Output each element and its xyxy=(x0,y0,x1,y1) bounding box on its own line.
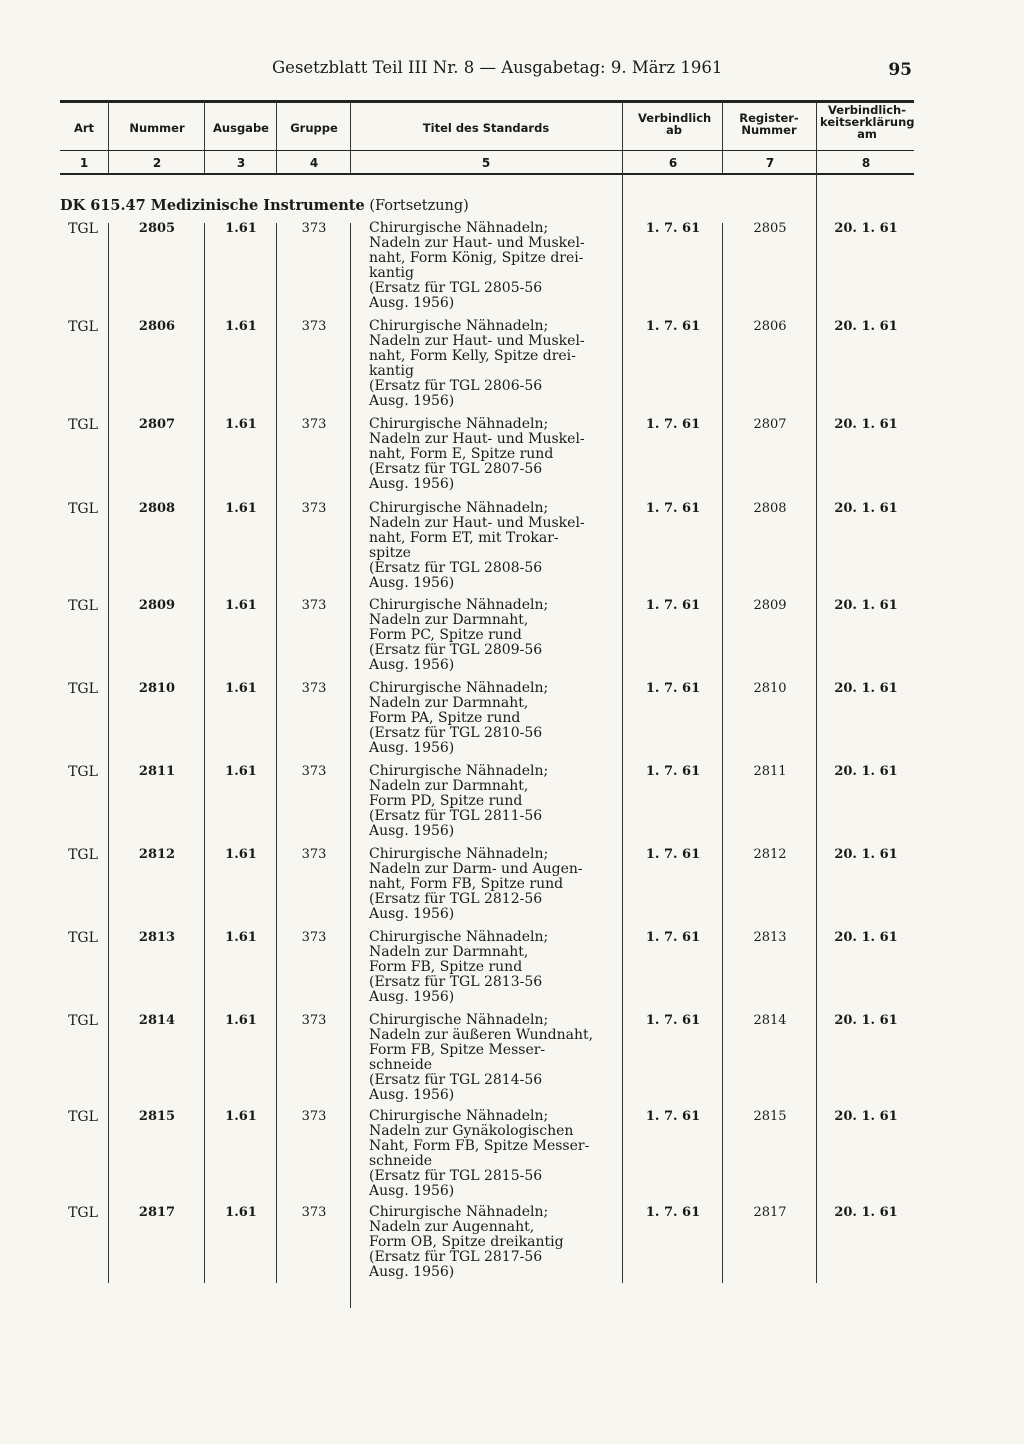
row-register-nummer: 2807 xyxy=(753,417,787,432)
row-verbindlich-ab: 1. 7. 61 xyxy=(645,319,701,334)
column-divider xyxy=(276,223,277,1283)
row-gruppe: 373 xyxy=(301,417,327,432)
row-ausgabe: 1.61 xyxy=(225,847,257,862)
row-art: TGL xyxy=(68,598,98,614)
row-register-nummer: 2815 xyxy=(753,1109,787,1124)
row-verbindlich-ab: 1. 7. 61 xyxy=(645,417,701,432)
row-verbindlichkeitserklaerung: 20. 1. 61 xyxy=(834,319,898,334)
column-header-nummer: Nummer xyxy=(129,121,185,135)
row-title: Chirurgische Nähnadeln; Nadeln zur Darmnaht, Form PD, Spitze rund (Ersatz für TGL 2811-56 Ausg. 1956) xyxy=(369,763,549,840)
row-gruppe: 373 xyxy=(301,1109,327,1124)
page-title: Gesetzblatt Teil III Nr. 8 — Ausgabetag: 9. März 1961 xyxy=(272,58,723,77)
row-verbindlich-ab: 1. 7. 61 xyxy=(645,221,701,236)
row-title: Chirurgische Nähnadeln; Nadeln zur Haut- und Muskel- naht, Form ET, mit Trokar- spitze (Ersatz für TGL 2808-56 Ausg. 1956) xyxy=(369,500,585,592)
row-register-nummer: 2805 xyxy=(753,221,787,236)
row-gruppe: 373 xyxy=(301,681,327,696)
column-header-ausgabe: Ausgabe xyxy=(213,121,269,135)
row-register-nummer: 2812 xyxy=(753,847,787,862)
row-gruppe: 373 xyxy=(301,764,327,779)
column-number-8: 8 xyxy=(861,156,871,170)
row-ausgabe: 1.61 xyxy=(225,1013,257,1028)
row-register-nummer: 2814 xyxy=(753,1013,787,1028)
row-register-nummer: 2811 xyxy=(753,764,787,779)
row-verbindlichkeitserklaerung: 20. 1. 61 xyxy=(834,764,898,779)
column-number-6: 6 xyxy=(668,156,678,170)
column-header-art: Art xyxy=(73,121,95,135)
row-art: TGL xyxy=(68,930,98,946)
column-number-1: 1 xyxy=(79,156,89,170)
column-number-5: 5 xyxy=(481,156,491,170)
column-header-gruppe: Gruppe xyxy=(290,121,338,135)
row-nummer: 2806 xyxy=(138,319,176,334)
row-title: Chirurgische Nähnadeln; Nadeln zur Haut- und Muskel- naht, Form Kelly, Spitze drei- kantig (Ersatz für TGL 2806-56 Ausg. 1956) xyxy=(369,318,585,410)
section-heading-note: (Fortsetzung) xyxy=(369,198,469,214)
row-gruppe: 373 xyxy=(301,501,327,516)
row-verbindlichkeitserklaerung: 20. 1. 61 xyxy=(834,1109,898,1124)
row-nummer: 2813 xyxy=(138,930,176,945)
row-verbindlich-ab: 1. 7. 61 xyxy=(645,847,701,862)
column-number-7: 7 xyxy=(765,156,775,170)
row-art: TGL xyxy=(68,319,98,335)
row-gruppe: 373 xyxy=(301,1205,327,1220)
row-verbindlich-ab: 1. 7. 61 xyxy=(645,598,701,613)
row-nummer: 2809 xyxy=(138,598,176,613)
header-rule xyxy=(60,150,914,151)
column-number-4: 4 xyxy=(309,156,319,170)
column-divider xyxy=(722,223,723,1283)
row-title: Chirurgische Nähnadeln; Nadeln zur Haut- und Muskel- naht, Form König, Spitze drei- kantig (Ersatz für TGL 2805-56 Ausg. 1956) xyxy=(369,220,585,312)
row-verbindlichkeitserklaerung: 20. 1. 61 xyxy=(834,501,898,516)
row-art: TGL xyxy=(68,681,98,697)
row-ausgabe: 1.61 xyxy=(225,1205,257,1220)
row-nummer: 2811 xyxy=(138,764,176,779)
row-title: Chirurgische Nähnadeln; Nadeln zur Darm- und Augen- naht, Form FB, Spitze rund (Ersatz für TGL 2812-56 Ausg. 1956) xyxy=(369,846,583,923)
row-nummer: 2812 xyxy=(138,847,176,862)
row-ausgabe: 1.61 xyxy=(225,598,257,613)
row-gruppe: 373 xyxy=(301,930,327,945)
row-art: TGL xyxy=(68,1109,98,1125)
standards-table xyxy=(60,100,914,1290)
column-number-2: 2 xyxy=(152,156,162,170)
row-register-nummer: 2808 xyxy=(753,501,787,516)
row-verbindlich-ab: 1. 7. 61 xyxy=(645,1205,701,1220)
column-divider xyxy=(276,103,277,173)
row-art: TGL xyxy=(68,221,98,237)
column-header-verbindlichkeitserklaerung: Verbindlich-keitserklärung am xyxy=(820,103,915,141)
row-verbindlich-ab: 1. 7. 61 xyxy=(645,1109,701,1124)
column-divider xyxy=(350,103,351,173)
column-header-verbindlich-ab: Verbindlich ab xyxy=(638,111,712,137)
row-title: Chirurgische Nähnadeln; Nadeln zur Haut- und Muskel- naht, Form E, Spitze rund (Ersatz für TGL 2807-56 Ausg. 1956) xyxy=(369,416,585,493)
column-divider xyxy=(622,103,623,173)
section-heading xyxy=(60,197,469,214)
row-verbindlichkeitserklaerung: 20. 1. 61 xyxy=(834,847,898,862)
row-art: TGL xyxy=(68,501,98,517)
row-art: TGL xyxy=(68,1205,98,1221)
row-nummer: 2805 xyxy=(138,221,176,236)
row-register-nummer: 2813 xyxy=(753,930,787,945)
column-divider xyxy=(108,103,109,173)
row-register-nummer: 2810 xyxy=(753,681,787,696)
row-ausgabe: 1.61 xyxy=(225,319,257,334)
column-divider xyxy=(204,223,205,1283)
row-verbindlichkeitserklaerung: 20. 1. 61 xyxy=(834,1013,898,1028)
row-title: Chirurgische Nähnadeln; Nadeln zur Darmnaht, Form PC, Spitze rund (Ersatz für TGL 2809-56 Ausg. 1956) xyxy=(369,597,549,674)
row-verbindlich-ab: 1. 7. 61 xyxy=(645,764,701,779)
row-nummer: 2810 xyxy=(138,681,176,696)
row-verbindlich-ab: 1. 7. 61 xyxy=(645,681,701,696)
row-title: Chirurgische Nähnadeln; Nadeln zur Augennaht, Form OB, Spitze dreikantig (Ersatz für TGL 2817-56 Ausg. 1956) xyxy=(369,1204,564,1281)
row-art: TGL xyxy=(68,847,98,863)
column-number-rule xyxy=(60,173,914,175)
row-register-nummer: 2809 xyxy=(753,598,787,613)
row-verbindlichkeitserklaerung: 20. 1. 61 xyxy=(834,221,898,236)
row-ausgabe: 1.61 xyxy=(225,764,257,779)
row-gruppe: 373 xyxy=(301,221,327,236)
column-divider xyxy=(108,223,109,1283)
row-verbindlichkeitserklaerung: 20. 1. 61 xyxy=(834,417,898,432)
row-gruppe: 373 xyxy=(301,319,327,334)
column-divider xyxy=(204,103,205,173)
row-nummer: 2807 xyxy=(138,417,176,432)
row-ausgabe: 1.61 xyxy=(225,1109,257,1124)
row-ausgabe: 1.61 xyxy=(225,930,257,945)
row-title: Chirurgische Nähnadeln; Nadeln zur Darmnaht, Form FB, Spitze rund (Ersatz für TGL 2813-56 Ausg. 1956) xyxy=(369,929,549,1006)
row-nummer: 2814 xyxy=(138,1013,176,1028)
row-gruppe: 373 xyxy=(301,847,327,862)
column-divider xyxy=(816,173,817,1283)
column-header-register-nummer: Register-Nummer xyxy=(739,111,799,137)
row-verbindlichkeitserklaerung: 20. 1. 61 xyxy=(834,681,898,696)
row-verbindlichkeitserklaerung: 20. 1. 61 xyxy=(834,1205,898,1220)
column-number-3: 3 xyxy=(236,156,246,170)
row-ausgabe: 1.61 xyxy=(225,501,257,516)
row-ausgabe: 1.61 xyxy=(225,417,257,432)
row-art: TGL xyxy=(68,764,98,780)
row-title: Chirurgische Nähnadeln; Nadeln zur Gynäkologischen Naht, Form FB, Spitze Messer- schneide (Ersatz für TGL 2815-56 Ausg. 1956) xyxy=(369,1108,590,1200)
row-nummer: 2808 xyxy=(138,501,176,516)
page-number: 95 xyxy=(888,60,912,80)
column-divider xyxy=(350,223,351,1308)
row-verbindlich-ab: 1. 7. 61 xyxy=(645,1013,701,1028)
table-top-rule xyxy=(60,100,914,103)
column-divider xyxy=(816,103,817,173)
row-verbindlich-ab: 1. 7. 61 xyxy=(645,930,701,945)
row-register-nummer: 2806 xyxy=(753,319,787,334)
row-register-nummer: 2817 xyxy=(753,1205,787,1220)
row-verbindlich-ab: 1. 7. 61 xyxy=(645,501,701,516)
row-nummer: 2815 xyxy=(138,1109,176,1124)
row-title: Chirurgische Nähnadeln; Nadeln zur Darmnaht, Form PA, Spitze rund (Ersatz für TGL 2810-56 Ausg. 1956) xyxy=(369,680,549,757)
row-ausgabe: 1.61 xyxy=(225,681,257,696)
row-title: Chirurgische Nähnadeln; Nadeln zur äußeren Wundnaht, Form FB, Spitze Messer- schneide (Ersatz für TGL 2814-56 Ausg. 1956) xyxy=(369,1012,594,1104)
section-heading-code: DK 615.47 Medizinische Instrumente xyxy=(60,197,365,214)
row-nummer: 2817 xyxy=(138,1205,176,1220)
row-gruppe: 373 xyxy=(301,1013,327,1028)
row-art: TGL xyxy=(68,1013,98,1029)
row-verbindlichkeitserklaerung: 20. 1. 61 xyxy=(834,930,898,945)
column-divider xyxy=(722,103,723,173)
row-art: TGL xyxy=(68,417,98,433)
row-verbindlichkeitserklaerung: 20. 1. 61 xyxy=(834,598,898,613)
column-header-titel: Titel des Standards xyxy=(422,121,550,135)
row-gruppe: 373 xyxy=(301,598,327,613)
row-ausgabe: 1.61 xyxy=(225,221,257,236)
